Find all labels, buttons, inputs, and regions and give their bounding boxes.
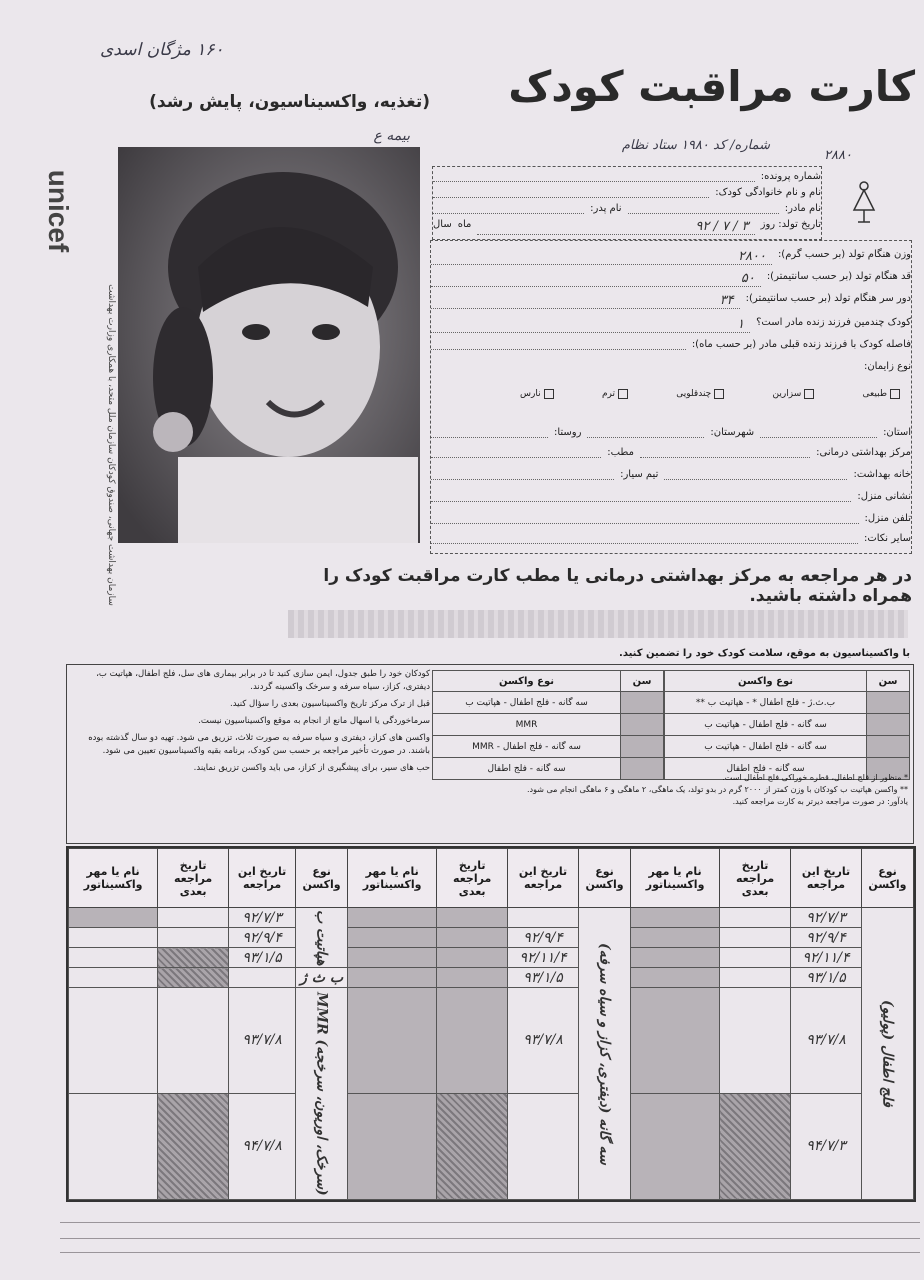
- footnote: ** واکسن هپاتیت ب کودکان با وزن کمتر از ۲۰۰۰ گرم در بدو تولد، یک ماهگی، ۲ ماهگی و ۶ ماهگی انجام می شود.: [526, 785, 908, 794]
- vaccine-name-hepb: هپاتیت ب: [296, 908, 348, 968]
- checkbox-icon: [890, 389, 900, 399]
- phone-label: تلفن منزل:: [864, 513, 911, 524]
- birth-order-label: کودک چندمین فرزند زنده مادر است؟: [756, 317, 911, 328]
- other-notes-label: سایر نکات:: [863, 533, 911, 544]
- village-label: روستا:: [553, 427, 582, 438]
- next-visit-cell[interactable]: [437, 987, 508, 1093]
- delivery-option-multiple[interactable]: چندقلویی: [676, 385, 724, 403]
- vaccine-name-mmr: MMR (سرخک، اوریون، سرخجه): [296, 987, 348, 1199]
- office-label: مطب:: [607, 447, 634, 458]
- mother-name-field[interactable]: [628, 203, 779, 214]
- stamp-header: نام یا مهر واکسیناتور: [630, 849, 719, 908]
- visit-date-header: تاریخ این مراجعه: [790, 849, 861, 908]
- vaccination-notes: [70, 668, 430, 779]
- delivery-option-cesarean[interactable]: سزارین: [773, 385, 815, 403]
- vaccine-name-bcg: ب ث ژ: [296, 968, 348, 988]
- birth-height-row: [431, 271, 911, 287]
- checkbox-icon: [804, 389, 814, 399]
- schedule-row: سه گانه - فلج اطفال - هپاتیت ب: [665, 736, 867, 758]
- stamp-cell[interactable]: [630, 928, 719, 948]
- visit-date-cell[interactable]: ۹۳/۷/۸: [790, 987, 861, 1093]
- vaccine-name-dtp: سه گانه (دیفتری، کزاز و سیاه سرفه): [579, 908, 631, 1200]
- next-visit-cell[interactable]: [437, 908, 508, 928]
- birth-day-label: تاریخ تولد: روز: [760, 219, 821, 230]
- schedule-row: MMR: [433, 714, 621, 736]
- visit-date-cell[interactable]: ۹۲/۱۱/۴: [790, 948, 861, 968]
- scan-line: [60, 1222, 920, 1223]
- other-notes-row: [431, 533, 911, 544]
- footnote: * منظور از فلج اطفال، قطره خوراکی فلج اطفال است.: [722, 773, 908, 782]
- next-visit-cell[interactable]: [158, 968, 229, 988]
- next-visit-cell[interactable]: [158, 948, 229, 968]
- next-visit-cell[interactable]: [720, 948, 791, 968]
- child-photo: [118, 147, 420, 543]
- parents-row: [433, 203, 821, 214]
- card-title: کارت مراقبت کودک: [508, 62, 915, 111]
- unicef-logo-text: unicef: [43, 169, 75, 253]
- handwritten-program-note: شماره/ کد ۱۹۸۰ ستاد نظام: [621, 138, 770, 153]
- visit-date-header: تاریخ این مراجعه: [229, 849, 296, 908]
- province-row: [431, 427, 911, 438]
- birth-height-label: قد هنگام تولد (بر حسب سانتیمتر):: [766, 271, 911, 282]
- schedule-row: سه گانه - فلج اطفال - MMR: [433, 736, 621, 758]
- card-subtitle: (تغذیه، واکسیناسیون، پایش رشد): [149, 92, 430, 112]
- vaccination-record-grid: [66, 846, 916, 1202]
- faded-strip: [288, 610, 908, 638]
- other-notes-field[interactable]: [431, 533, 858, 544]
- file-number-label: شماره پرونده:: [760, 171, 821, 182]
- unicef-logo: [43, 140, 112, 290]
- next-visit-cell[interactable]: [437, 968, 508, 988]
- city-field[interactable]: [587, 427, 704, 438]
- birth-gap-field[interactable]: [431, 339, 686, 350]
- note-item: واکسن های کزاز، دیفتری و سیاه سرفه به صورت ثلاث، تزریق می شود. تهیه دو سال گذشته بوده باشند. در صورت تأخیر مراجعه بر حسب سن کودک، برنامه بقیه واکسیناسیون تعیین می شود.: [88, 733, 430, 756]
- visit-date-cell[interactable]: ۹۲/۷/۳: [790, 908, 861, 928]
- birth-year-label: سال: [433, 219, 452, 230]
- next-visit-header: تاریخ مراجعه بعدی: [437, 849, 508, 908]
- next-visit-header: تاریخ مراجعه بعدی: [720, 849, 791, 908]
- next-visit-cell[interactable]: [720, 908, 791, 928]
- clinic-row: [431, 447, 911, 458]
- visit-date-cell[interactable]: ۹۲/۹/۴: [790, 928, 861, 948]
- file-number-row: [433, 171, 821, 182]
- note-item: کودکان خود را طبق جدول، ایمن سازی کنید تا در برابر بیماری های سل، فلج اطفال، هپاتیت ب، دیفتری، کزاز، سیاه سرفه و سرخک واکسینه گردند.: [96, 669, 430, 692]
- mother-name-label: نام مادر:: [784, 203, 821, 214]
- next-visit-cell[interactable]: [720, 1093, 791, 1199]
- head-circ-row: [431, 293, 911, 309]
- village-field[interactable]: [431, 427, 548, 438]
- next-visit-cell[interactable]: [437, 948, 508, 968]
- schedule-row: سه گانه - فلج اطفال: [433, 758, 621, 780]
- next-visit-cell[interactable]: [720, 928, 791, 948]
- vaccine-intro: با واکسیناسیون به موقع، سلامت کودک خود را تضمین کنید.: [619, 648, 910, 659]
- identification-box: [432, 166, 822, 240]
- checkbox-icon: [544, 389, 554, 399]
- vaccine-type-header: نوع واکسن: [579, 849, 631, 908]
- stamp-header: نام یا مهر واکسیناتور: [348, 849, 437, 908]
- stamp-cell[interactable]: [630, 948, 719, 968]
- schedule-age-header: سن: [867, 671, 910, 692]
- vaccine-type-header: نوع واکسن: [296, 849, 348, 908]
- schedule-table-left: [432, 670, 664, 780]
- birth-height-field[interactable]: ۵۰: [431, 271, 761, 287]
- side-credit: سازمان بهداشت جهانی، صندوق کودکان سازمان ملل متحد، با همکاری وزارت بهداشت: [105, 284, 116, 606]
- next-visit-cell[interactable]: [158, 908, 229, 928]
- health-house-field[interactable]: [664, 469, 847, 480]
- stamp-cell[interactable]: [348, 1093, 437, 1199]
- stamp-cell[interactable]: [630, 908, 719, 928]
- next-visit-cell[interactable]: [158, 987, 229, 1093]
- checkbox-icon: [618, 389, 628, 399]
- schedule-row: ب.ث.ژ - فلج اطفال * - هپاتیت ب **: [665, 692, 867, 714]
- visit-date-cell[interactable]: [508, 908, 579, 928]
- note-item: سرماخوردگی یا اسهال مانع از انجام به موقع واکسیناسیون نیست.: [198, 716, 430, 726]
- stamp-cell[interactable]: [69, 908, 158, 928]
- birth-month-label: ماه: [457, 219, 472, 230]
- health-house-label: خانه بهداشت:: [853, 469, 911, 480]
- address-field[interactable]: [431, 491, 851, 502]
- next-visit-header: تاریخ مراجعه بعدی: [158, 849, 229, 908]
- office-field[interactable]: [431, 447, 601, 458]
- child-name-field[interactable]: [433, 187, 709, 198]
- stamp-cell[interactable]: [69, 948, 158, 968]
- child-name-row: [433, 187, 821, 198]
- birth-gap-row: [431, 339, 911, 350]
- visit-instruction: در هر مراجعه به مرکز بهداشتی درمانی یا مطب کارت مراقبت کودک را همراه داشته باشید.: [323, 566, 912, 606]
- stamp-cell[interactable]: [348, 987, 437, 1093]
- delivery-option-term[interactable]: ترم: [602, 385, 628, 403]
- delivery-type-label: نوع زایمان:: [863, 361, 911, 372]
- schedule-age-header: سن: [621, 671, 664, 692]
- next-visit-cell[interactable]: [158, 1093, 229, 1199]
- visit-date-cell[interactable]: [508, 1093, 579, 1199]
- checkbox-icon: [714, 389, 724, 399]
- stamp-cell[interactable]: [348, 968, 437, 988]
- visit-date-header: تاریخ این مراجعه: [508, 849, 579, 908]
- head-circ-label: دور سر هنگام تولد (بر حسب سانتیمتر):: [745, 293, 911, 304]
- next-visit-cell[interactable]: [720, 968, 791, 988]
- delivery-option-natural[interactable]: طبیعی: [863, 385, 900, 403]
- note-item: قبل از ترک مرکز تاریخ واکسیناسیون بعدی را سؤال کنید.: [230, 699, 430, 709]
- visit-date-cell[interactable]: ۹۳/۱/۵: [508, 968, 579, 988]
- child-name-label: نام و نام خانوادگی کودک:: [715, 187, 821, 198]
- schedule-vaccine-header: نوع واکسن: [433, 671, 621, 692]
- province-field[interactable]: [760, 427, 877, 438]
- handwritten-signature: بیمه ع: [373, 128, 410, 144]
- visit-date-cell[interactable]: ۹۳/۷/۸: [508, 987, 579, 1093]
- visit-date-cell[interactable]: ۹۲/۷/۳: [229, 908, 296, 928]
- stamp-header: نام یا مهر واکسیناتور: [69, 849, 158, 908]
- stamp-cell[interactable]: [69, 1093, 158, 1199]
- stamp-cell[interactable]: [69, 987, 158, 1093]
- visit-date-cell[interactable]: [229, 968, 296, 988]
- visit-date-cell[interactable]: ۹۲/۹/۴: [508, 928, 579, 948]
- visit-date-cell[interactable]: ۹۴/۷/۳: [790, 1093, 861, 1199]
- scan-line: [60, 1252, 920, 1253]
- birth-date-row: [433, 219, 821, 235]
- tree-logo-icon: [850, 180, 878, 229]
- phone-row: [431, 513, 911, 524]
- visit-date-cell[interactable]: ۹۳/۱/۵: [790, 968, 861, 988]
- next-visit-cell[interactable]: [437, 928, 508, 948]
- address-row: [431, 491, 911, 502]
- note-item: حب های سیر، برای پیشگیری از کزاز، می باید واکسن تزریق نمایند.: [193, 763, 430, 773]
- stamp-cell[interactable]: [630, 1093, 719, 1199]
- vaccine-type-header: نوع واکسن: [861, 849, 913, 908]
- stamp-cell[interactable]: [630, 968, 719, 988]
- delivery-option-preterm[interactable]: نارس: [520, 385, 554, 403]
- birth-weight-label: وزن هنگام تولد (بر حسب گرم):: [777, 249, 911, 260]
- birth-gap-label: فاصله کودک با فرزند زنده قبلی مادر (بر حسب ماه):: [691, 339, 911, 350]
- footnote: یادآور: در صورت مراجعه دیرتر به کارت مراجعه کنید.: [732, 797, 908, 806]
- visit-date-cell[interactable]: ۹۴/۷/۸: [229, 1093, 296, 1199]
- father-name-field[interactable]: [433, 203, 584, 214]
- schedule-table-right: [664, 670, 910, 780]
- clinic-label: مرکز بهداشتی درمانی:: [816, 447, 911, 458]
- visit-date-cell[interactable]: ۹۳/۷/۸: [229, 987, 296, 1093]
- clinic-field[interactable]: [640, 447, 810, 458]
- schedule-row: سه گانه - فلج اطفال - هپاتیت ب: [433, 692, 621, 714]
- city-label: شهرستان:: [710, 427, 755, 438]
- birth-order-field[interactable]: ۱: [431, 317, 750, 333]
- handwritten-top-note: ۱۶۰ مژگان اسدی: [100, 40, 224, 60]
- stamp-cell[interactable]: [348, 928, 437, 948]
- visit-date-cell[interactable]: ۹۲/۱۱/۴: [508, 948, 579, 968]
- schedule-row: سه گانه - فلج اطفال: [665, 758, 867, 780]
- phone-field[interactable]: [431, 513, 859, 524]
- next-visit-cell[interactable]: [437, 1093, 508, 1199]
- head-circ-field[interactable]: ۳۴: [431, 293, 740, 309]
- father-name-label: نام پدر:: [590, 203, 622, 214]
- scan-line: [60, 1238, 920, 1239]
- delivery-row: [431, 361, 911, 372]
- birth-date-field[interactable]: ۳ / ۷ / ۹۲: [477, 219, 754, 235]
- file-number-field[interactable]: [433, 171, 755, 182]
- stamp-cell[interactable]: [348, 908, 437, 928]
- province-label: استان:: [883, 427, 911, 438]
- stamp-cell[interactable]: [69, 968, 158, 988]
- schedule-row: سه گانه - فلج اطفال - هپاتیت ب: [665, 714, 867, 736]
- schedule-footnotes: [432, 772, 908, 808]
- birth-weight-row: [431, 249, 911, 265]
- visit-date-cell[interactable]: ۹۲/۹/۴: [229, 928, 296, 948]
- birth-weight-field[interactable]: ۲۸۰۰: [431, 249, 772, 265]
- mobile-team-field[interactable]: [431, 469, 614, 480]
- handwritten-corner: ۲۸۸۰: [824, 148, 852, 163]
- schedule-vaccine-header: نوع واکسن: [665, 671, 867, 692]
- mobile-team-label: تیم سیار:: [620, 469, 659, 480]
- delivery-options: [520, 385, 900, 403]
- visit-date-cell[interactable]: ۹۳/۱/۵: [229, 948, 296, 968]
- address-label: نشانی منزل:: [857, 491, 911, 502]
- vaccine-name-polio: فلج اطفال (پولیو): [861, 908, 913, 1200]
- next-visit-cell[interactable]: [720, 987, 791, 1093]
- stamp-cell[interactable]: [630, 987, 719, 1093]
- birth-order-row: [431, 317, 911, 333]
- stamp-cell[interactable]: [348, 948, 437, 968]
- stamp-cell[interactable]: [69, 928, 158, 948]
- next-visit-cell[interactable]: [158, 928, 229, 948]
- health-house-row: [431, 469, 911, 480]
